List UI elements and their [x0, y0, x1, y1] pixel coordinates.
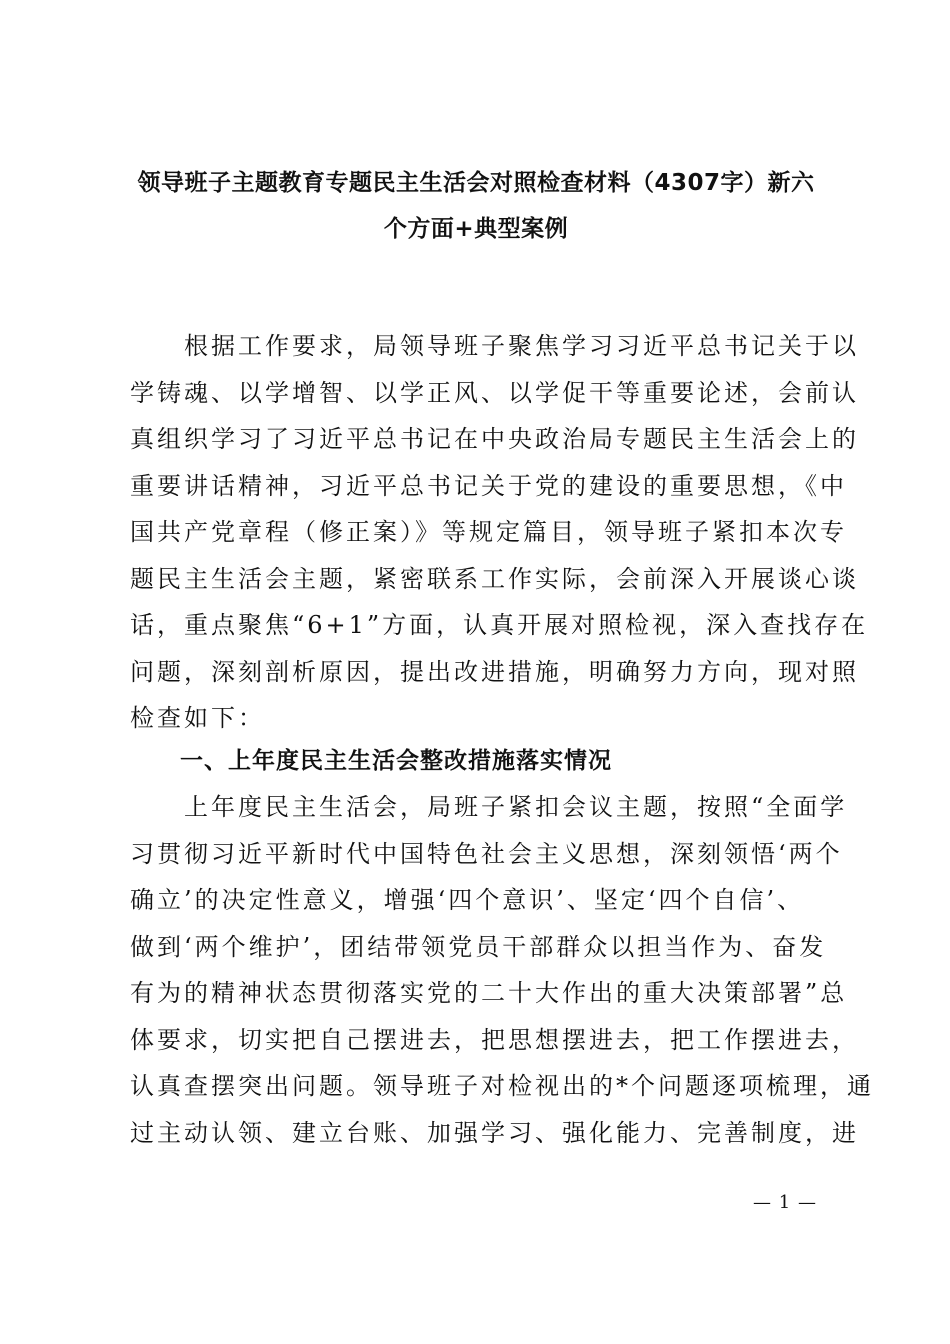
intro-line: 问题，深刻剖析原因，提出改进措施，明确努力方向，现对照 [130, 657, 859, 686]
document-title [118, 160, 834, 252]
intro-line: 学铸魂、以学增智、以学正风、以学促干等重要论述，会前认 [130, 378, 859, 407]
title-line-1: 领导班子主题教育专题民主生活会对照检查材料（4307字）新六 [137, 170, 815, 196]
intro-line: 题民主生活会主题，紧密联系工作实际，会前深入开展谈心谈 [130, 564, 859, 593]
intro-line: 真组织学习了习近平总书记在中央政治局专题民主生活会上的 [130, 425, 859, 453]
intro-line: 根据工作要求，局领导班子聚焦学习习近平总书记关于以 [130, 332, 859, 360]
page-number: — 1 — [753, 1192, 817, 1213]
section-1-line: 认真查摆突出问题。领导班子对检视出的*个问题逐项梳理，通 [130, 1072, 874, 1100]
section-1-line: 过主动认领、建立台账、加强学习、强化能力、完善制度，进 [130, 1118, 859, 1147]
title-line-2: 个方面+典型案例 [383, 216, 569, 242]
section-1-line: 体要求，切实把自己摆进去，把思想摆进去，把工作摆进去， [130, 1025, 859, 1054]
section-1-line: 上年度民主生活会，局班子紧扣会议主题，按照“全面学 [130, 793, 848, 821]
section-1-line: 习贯彻习近平新时代中国特色社会主义思想，深刻领悟‘两个 [130, 839, 843, 868]
intro-line: 国共产党章程（修正案）》等规定篇目，领导班子紧扣本次专 [130, 518, 847, 546]
intro-line: 重要讲话精神，习近平总书记关于党的建设的重要思想，《中 [130, 471, 847, 500]
intro-paragraph [130, 323, 869, 742]
intro-line: 检查如下： [130, 704, 265, 732]
section-1-heading: 一、上年度民主生活会整改措施落实情况 [180, 748, 612, 774]
section-1-paragraph [130, 784, 874, 1156]
section-1-line: 有为的精神状态贯彻落实党的二十大作出的重大决策部署”总 [130, 979, 848, 1007]
section-1-line: 确立’的决定性意义，增强‘四个意识’、坚定‘四个自信’、 [130, 886, 805, 914]
section-1-line: 做到‘两个维护’，团结带领党员干部群众以担当作为、奋发 [130, 932, 827, 961]
intro-line: 话，重点聚焦“6+1”方面，认真开展对照检视，深入查找存在 [130, 611, 869, 639]
